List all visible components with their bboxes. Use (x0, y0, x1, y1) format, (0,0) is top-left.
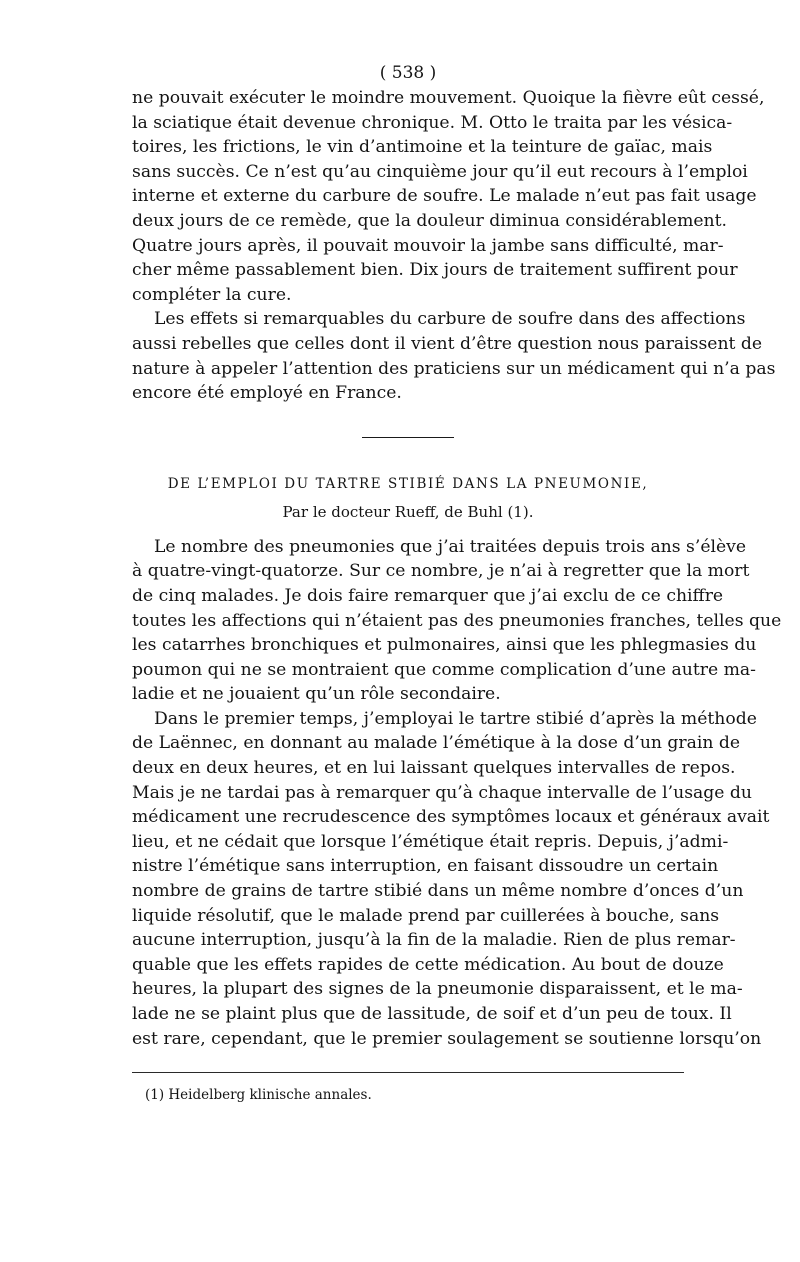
text-line: interne et externe du carbure de soufre. Le malade n’eut pas fait usage (132, 186, 757, 207)
footnote: (1) Heidelberg klinische annales. (145, 1087, 372, 1103)
text-line: sans succès. Ce n’est qu’au cinquième jour qu’il eut recours à l’emploi (132, 161, 748, 182)
text-line: toires, les frictions, le vin d’antimoine et la teinture de gaïac, mais (132, 137, 713, 158)
text-line: aucune interruption, jusqu’à la fin de la maladie. Rien de plus remar- (132, 930, 736, 951)
text-line: ne pouvait exécuter le moindre mouvement. Quoique la fièvre eût cessé, (132, 88, 765, 108)
text-line: cher même passablement bien. Dix jours de traitement suffirent pour (132, 260, 738, 281)
text-line: lade ne se plaint plus que de lassitude, de soif et d’un peu de toux. Il (132, 1004, 732, 1024)
text-line: nombre de grains de tartre stibié dans un même nombre d’onces d’un (132, 881, 744, 902)
text-line: les catarrhes bronchiques et pulmonaires, ainsi que les phlegmasies du (132, 635, 757, 656)
text-line: lieu, et ne cédait que lorsque l’émétique était repris. Depuis, j’admi- (132, 831, 729, 852)
text-line: Dans le premier temps, j’employai le tartre stibié d’après la méthode (154, 708, 757, 729)
text-line: ladie et ne jouaient qu’un rôle secondaire. (132, 684, 501, 705)
paragraph-2 (132, 307, 776, 405)
text-line: Mais je ne tardai pas à remarquer qu’à chaque intervalle de l’usage du (132, 782, 752, 803)
text-line: poumon qui ne se montraient que comme complication d’une autre ma- (132, 659, 756, 680)
text-line: liquide résolutif, que le malade prend par cuillerées à bouche, sans (132, 905, 720, 926)
text-line: toutes les affections qui n’étaient pas des pneumonies franches, telles que (132, 610, 782, 631)
footnote-rule (132, 1072, 684, 1073)
text-line: quable que les effets rapides de cette médication. Au bout de douze (132, 954, 724, 975)
text-line: nistre l’émétique sans interruption, en faisant dissoudre un certain (132, 856, 719, 877)
text-line: nature à appeler l’attention des praticiens sur un médicament qui n’a pas (132, 358, 776, 379)
text-line: Les effets si remarquables du carbure de soufre dans des affections (154, 309, 746, 330)
text-line: Quatre jours après, il pouvait mouvoir la jambe sans difficulté, mar- (132, 235, 724, 256)
text-line: médicament une recrudescence des symptômes locaux et généraux avait (132, 807, 770, 828)
text-line: deux jours de ce remède, que la douleur diminua considérablement. (132, 210, 727, 231)
text-line: heures, la plupart des signes de la pneumonie disparaissent, et le ma- (132, 979, 743, 1000)
text-line: Le nombre des pneumonies que j’ai traitées depuis trois ans s’élève (154, 536, 747, 557)
text-line: aussi rebelles que celles dont il vient d’être question nous paraissent de (132, 333, 763, 354)
paragraph-1 (132, 86, 765, 307)
page-number: ( 538 ) (379, 63, 437, 83)
text-line: à quatre-vingt-quatorze. Sur ce nombre, je n’ai à regretter que la mort (132, 561, 750, 582)
section-title: DE L’EMPLOI DU TARTRE STIBIÉ DANS LA PNEUMONIE, (167, 475, 649, 492)
text-line: est rare, cependant, que le premier soulagement se soutienne lorsqu’on (132, 1028, 762, 1049)
text-line: compléter la cure. (132, 284, 292, 305)
section-separator (362, 437, 454, 438)
text-line: de Laënnec, en donnant au malade l’émétique à la dose d’un grain de (132, 733, 741, 754)
text-line: la sciatique était devenue chronique. M. Otto le traita par les vésica- (132, 112, 733, 133)
paragraph-3 (132, 535, 782, 707)
text-line: encore été employé en France. (132, 383, 402, 404)
text-line: de cinq malades. Je dois faire remarquer que j’ai exclu de ce chiffre (132, 585, 724, 606)
paragraph-4 (132, 707, 770, 1051)
author-byline: Par le docteur Rueff, de Buhl (1). (282, 502, 534, 521)
page-body (132, 62, 782, 1051)
text-line: deux en deux heures, et en lui laissant quelques intervalles de repos. (132, 758, 736, 779)
